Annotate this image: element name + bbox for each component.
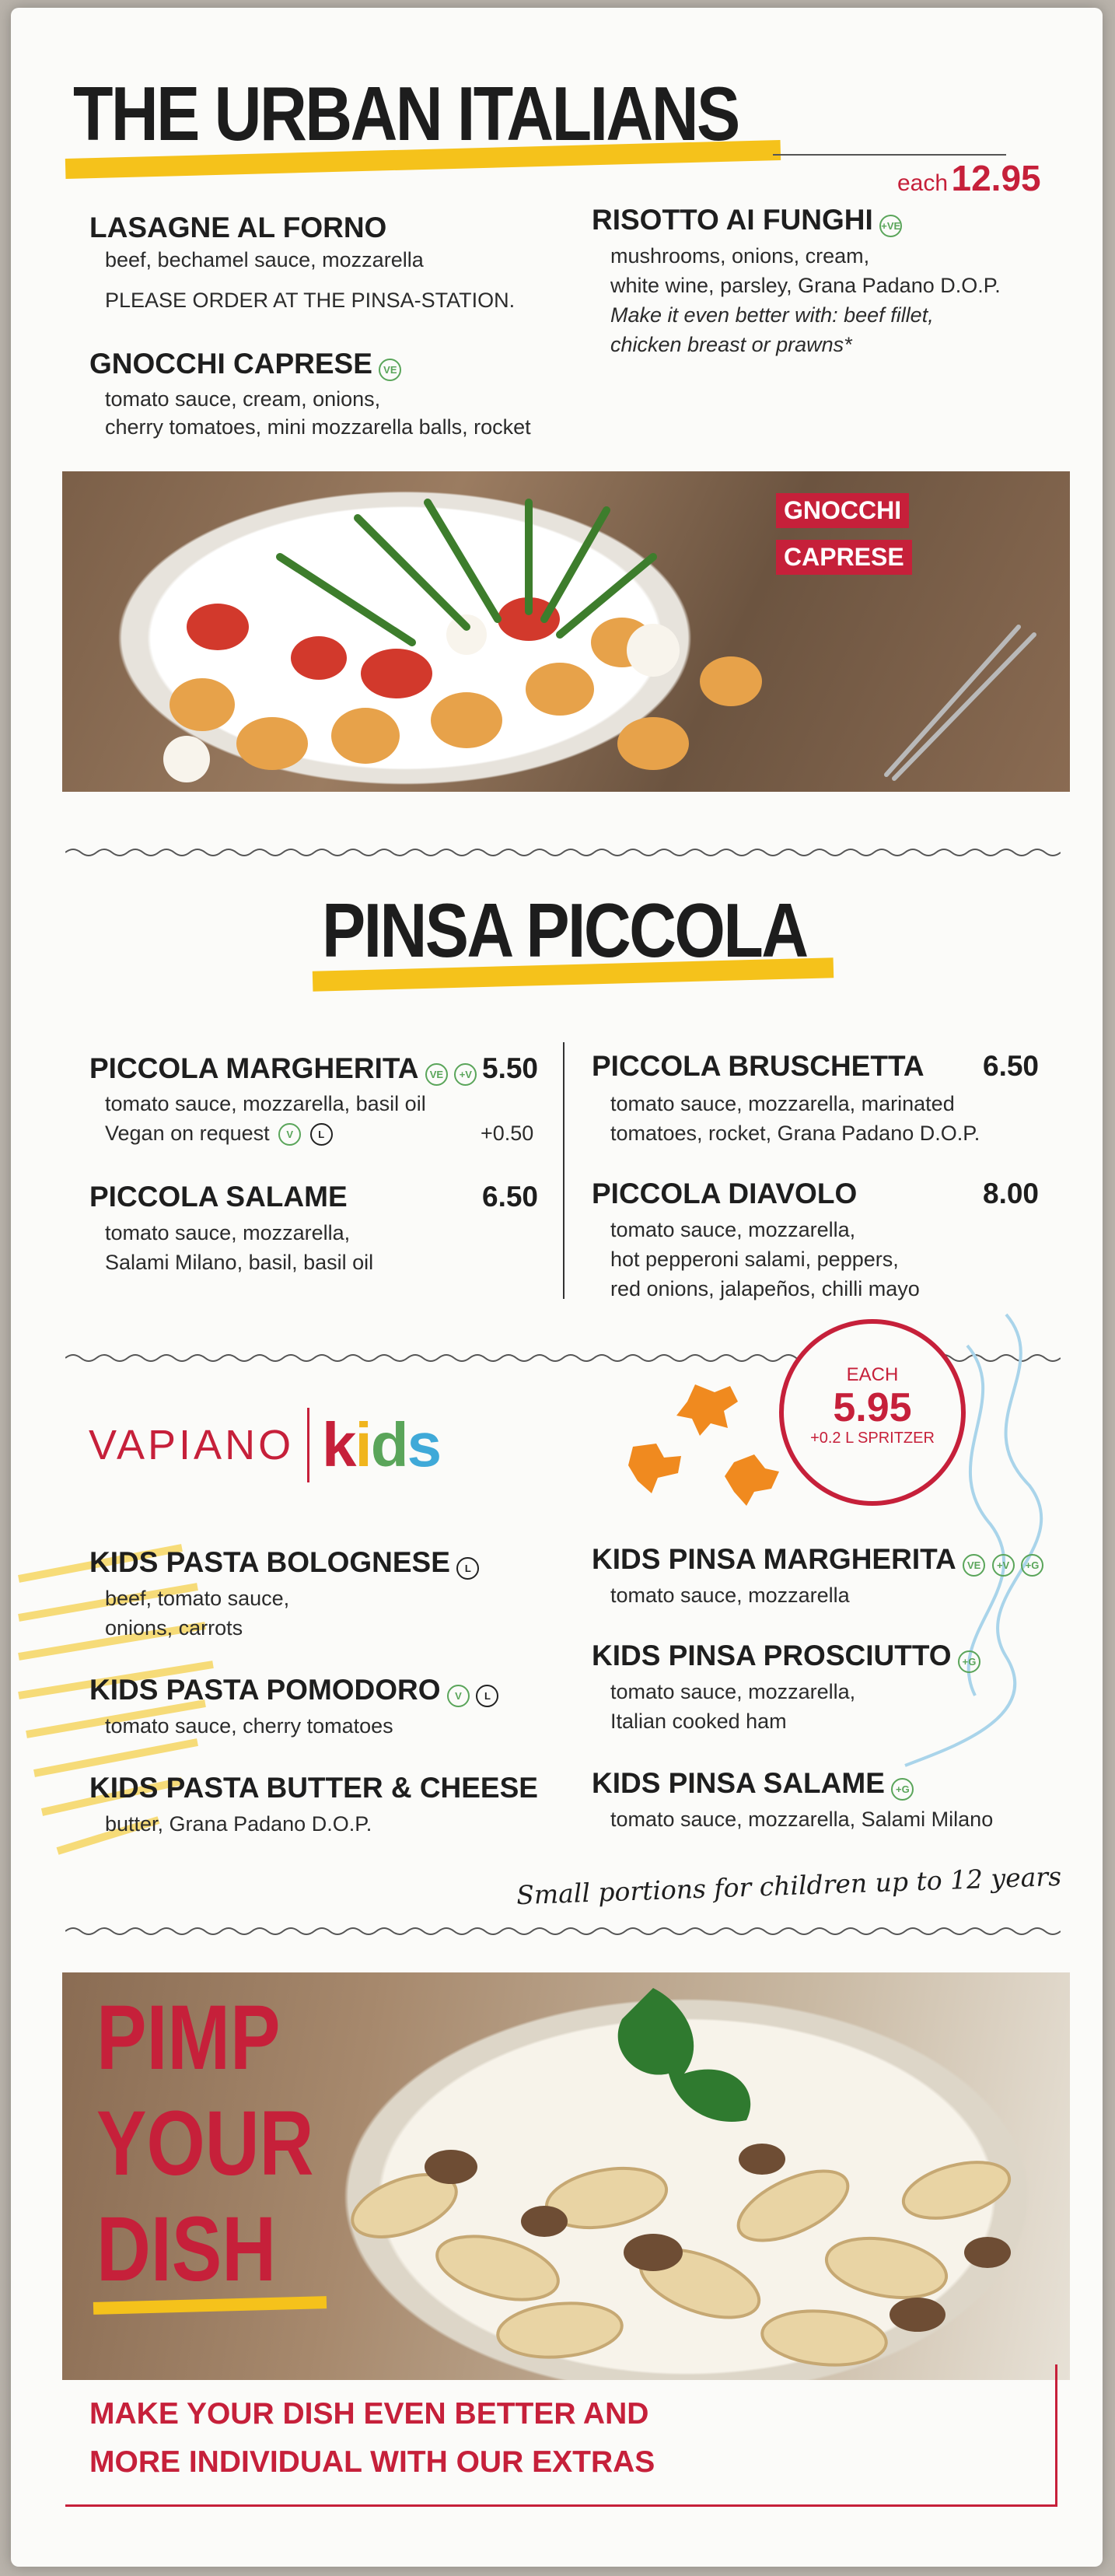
- desc-salame-1: tomato sauce, mozzarella,: [105, 1221, 351, 1244]
- gnocchi-food-illustration: [62, 471, 1070, 792]
- note-lasagne: PLEASE ORDER AT THE PINSA-STATION.: [105, 289, 516, 312]
- desc-kids-prosciutto-2: Italian cooked ham: [610, 1710, 787, 1733]
- vegan-badge: V: [278, 1123, 301, 1146]
- price-salame: 6.50: [482, 1181, 539, 1213]
- item-kids-pinsa-prosciutto: [592, 1640, 980, 1673]
- desc-kids-margherita: tomato sauce, mozzarella: [610, 1584, 850, 1607]
- extra-risotto-2: chicken breast or prawns*: [610, 333, 852, 356]
- desc-gnocchi-2: cherry tomatoes, mini mozzarella balls, rocket: [105, 415, 531, 439]
- desc-diavolo-1: tomato sauce, mozzarella,: [610, 1218, 856, 1241]
- kids-prosciutto-name: KIDS PINSA PROSCIUTTO: [592, 1640, 952, 1671]
- vegan-option-badge: +VE: [879, 215, 902, 237]
- margherita-name: PICCOLA MARGHERITA: [89, 1052, 419, 1084]
- item-risotto: [592, 204, 902, 237]
- desc-pomodoro: tomato sauce, cherry tomatoes: [105, 1714, 393, 1738]
- vegan-option-badge: +V: [992, 1554, 1015, 1577]
- item-gnocchi: [89, 348, 401, 381]
- gluten-free-option-badge: +G: [1021, 1554, 1043, 1577]
- vegan-surcharge: +0.50: [481, 1122, 534, 1145]
- item-kids-pinsa-margherita: [592, 1543, 1043, 1577]
- photo-label-2: CAPRESE: [776, 540, 912, 575]
- kids-salame-name: KIDS PINSA SALAME: [592, 1767, 885, 1799]
- desc-bolognese-2: onions, carrots: [105, 1616, 243, 1640]
- vegan-request-label: Vegan on request: [105, 1122, 270, 1145]
- desc-diavolo-3: red onions, jalapeños, chilli mayo: [610, 1277, 920, 1300]
- kids-footnote: Small portions for children up to 12 years: [516, 1860, 1062, 1911]
- photo-label-1: GNOCCHI: [776, 493, 909, 528]
- circle-note: +0.2 L SPRITZER: [810, 1430, 935, 1447]
- gnocchi-photo: [62, 471, 1070, 792]
- kids-letter-i: i: [355, 1410, 371, 1479]
- item-lasagne: LASAGNE AL FORNO: [89, 212, 387, 243]
- desc-kids-salame: tomato sauce, mozzarella, Salami Milano: [610, 1808, 994, 1831]
- item-piccola-margherita: [89, 1052, 477, 1086]
- column-divider: [563, 1042, 564, 1299]
- gnocchi-name: GNOCCHI CAPRESE: [89, 348, 372, 380]
- gluten-free-option-badge: +G: [958, 1650, 980, 1673]
- kids-letter-d: d: [370, 1410, 407, 1479]
- cta-line-1: MAKE YOUR DISH EVEN BETTER AND: [89, 2397, 649, 2431]
- each-amount: 12.95: [951, 158, 1041, 198]
- desc-bolognese-1: beef, tomato sauce,: [105, 1587, 290, 1610]
- title-rule: [773, 154, 1006, 156]
- pimp-line-1: PIMP: [96, 1986, 281, 2089]
- vegan-badge: V: [447, 1685, 470, 1707]
- kids-letter-s: s: [407, 1410, 441, 1479]
- item-piccola-diavolo: PICCOLA DIAVOLO: [592, 1178, 858, 1209]
- desc-butter-cheese: butter, Grana Padano D.O.P.: [105, 1812, 372, 1836]
- gluten-free-option-badge: +G: [891, 1778, 914, 1801]
- wavy-divider: [65, 846, 1061, 859]
- wavy-divider: [65, 1925, 1061, 1937]
- extra-risotto-1: Make it even better with: beef fillet,: [610, 303, 934, 327]
- kids-letter-k: k: [321, 1410, 355, 1479]
- pasta-photo: [62, 1972, 1070, 2380]
- urban-title: THE URBAN ITALIANS: [73, 71, 739, 156]
- cta-sideline: [1055, 2364, 1057, 2506]
- desc-bruschetta-1: tomato sauce, mozzarella, marinated: [610, 1092, 955, 1115]
- desc-gnocchi-1: tomato sauce, cream, onions,: [105, 387, 381, 411]
- vegan-request: [105, 1118, 333, 1148]
- lactose-free-badge: L: [456, 1557, 479, 1580]
- desc-bruschetta-2: tomatoes, rocket, Grana Padano D.O.P.: [610, 1122, 980, 1145]
- desc-kids-prosciutto-1: tomato sauce, mozzarella,: [610, 1680, 856, 1703]
- brand-name: VAPIANO: [89, 1422, 295, 1468]
- kids-logo: [89, 1408, 440, 1482]
- vegetarian-badge: VE: [963, 1554, 985, 1577]
- lactose-free-badge: L: [476, 1685, 498, 1707]
- price-diavolo: 8.00: [983, 1178, 1040, 1209]
- brand-divider: [307, 1408, 309, 1482]
- cta-underline: [65, 2504, 1057, 2507]
- desc-diavolo-2: hot pepperoni salami, peppers,: [610, 1248, 899, 1271]
- desc-risotto-1: mushrooms, onions, cream,: [610, 244, 870, 268]
- menu-page: [11, 8, 1103, 2567]
- vegetarian-badge: VE: [379, 359, 401, 381]
- desc-margherita: tomato sauce, mozzarella, basil oil: [105, 1092, 426, 1115]
- price-bruschetta: 6.50: [983, 1050, 1040, 1082]
- desc-lasagne: beef, bechamel sauce, mozzarella: [105, 248, 424, 271]
- each-price: [897, 157, 1041, 199]
- item-piccola-bruschetta: PICCOLA BRUSCHETTA: [592, 1050, 925, 1082]
- vegan-option-badge: +V: [454, 1063, 477, 1086]
- item-kids-pinsa-salame: [592, 1767, 914, 1801]
- pimp-line-3: DISH: [96, 2198, 277, 2301]
- vegetarian-badge: VE: [425, 1063, 448, 1086]
- circle-price: 5.95: [833, 1385, 912, 1430]
- item-kids-butter-cheese: KIDS PASTA BUTTER & CHEESE: [89, 1772, 538, 1804]
- pinsa-title: PINSA PICCOLA: [322, 887, 807, 973]
- pimp-line-2: YOUR: [96, 2092, 314, 2195]
- item-kids-pomodoro: [89, 1674, 498, 1707]
- price-margherita: 5.50: [482, 1052, 539, 1084]
- each-label: each: [897, 170, 949, 196]
- item-piccola-salame: PICCOLA SALAME: [89, 1181, 348, 1213]
- kids-margherita-name: KIDS PINSA MARGHERITA: [592, 1543, 956, 1575]
- lactose-free-badge: L: [310, 1123, 333, 1146]
- pasta-shapes-illustration: [625, 1377, 804, 1524]
- risotto-name: RISOTTO AI FUNGHI: [592, 204, 873, 236]
- circle-each: EACH: [846, 1364, 899, 1385]
- item-kids-bolognese: [89, 1546, 479, 1580]
- pomodoro-name: KIDS PASTA POMODORO: [89, 1674, 441, 1706]
- cta-line-2: MORE INDIVIDUAL WITH OUR EXTRAS: [89, 2445, 655, 2479]
- bolognese-name: KIDS PASTA BOLOGNESE: [89, 1546, 450, 1578]
- desc-salame-2: Salami Milano, basil, basil oil: [105, 1251, 374, 1274]
- price-circle: [779, 1319, 966, 1506]
- desc-risotto-2: white wine, parsley, Grana Padano D.O.P.: [610, 274, 1001, 297]
